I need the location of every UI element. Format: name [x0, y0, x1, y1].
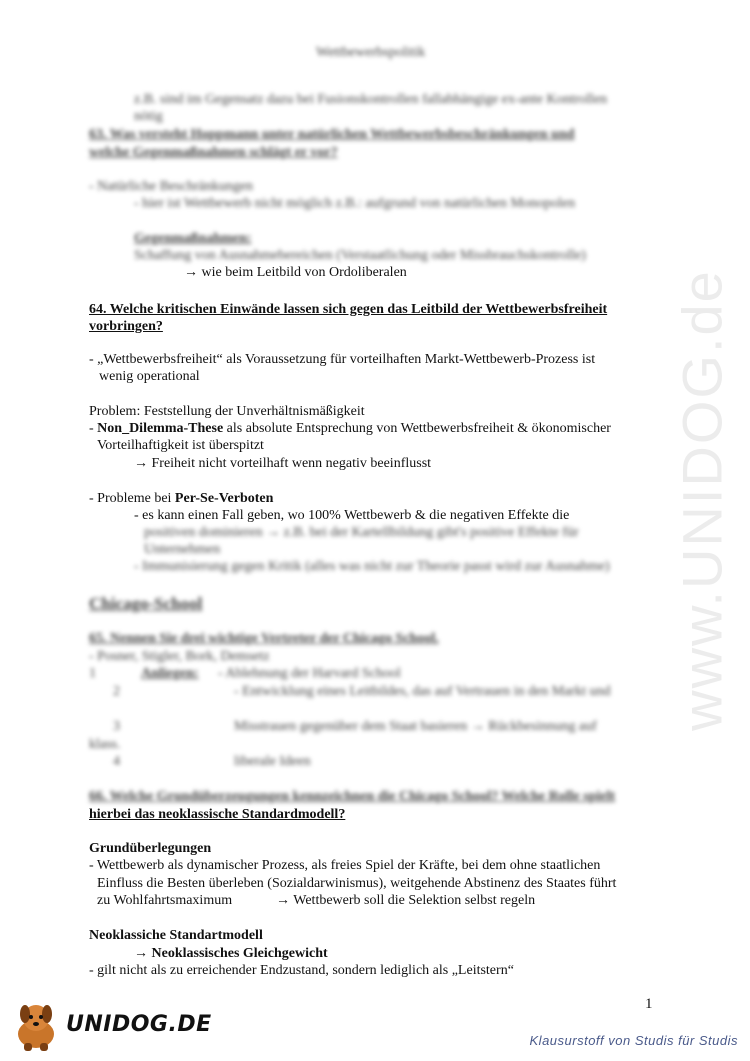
text-line: - Posner, Stigler, Bork, Demsetz [89, 649, 270, 664]
subheading-standardmodell: Neoklassiche Standartmodell [89, 928, 263, 943]
text-line: Einfluss die Besten überleben (Sozialdarwinismus), weitgehende Abstinenz des Staates führt [97, 876, 617, 891]
text-line: - „Wettbewerbsfreiheit“ als Voraussetzung für vorteilhaften Markt-Wettbewerb-Prozess ist [89, 352, 596, 367]
text-line: → Wettbewerb soll die Selektion selbst regeln [276, 893, 536, 908]
footer-tagline: Klausurstoff von Studis für Studis [529, 1033, 738, 1048]
text-line: nötig [134, 109, 163, 124]
text-line: klass. [89, 737, 121, 752]
page-header-title: Wettbewerbspolitik [316, 45, 426, 60]
dog-icon [6, 996, 66, 1056]
term-non-dilemma: Non_Dilemma-These [97, 421, 224, 436]
text-line: zu Wohlfahrtsmaximum [97, 893, 233, 908]
watermark: www.UNIDOG.de [670, 269, 734, 731]
text-line: Gegenmaßnahmen: [134, 231, 252, 246]
section-heading-chicago-school: Chicago-School [89, 594, 203, 613]
question-66-cont: hierbei das neoklassische Standardmodell? [89, 807, 346, 822]
text-line: - Natürliche Beschränkungen [89, 179, 254, 194]
question-64: 64. Welche kritischen Einwände lassen sich gegen das Leitbild der Wettbewerbsfreiheit [89, 302, 608, 317]
text-line: wenig operational [99, 369, 200, 384]
text-line: → Freiheit nicht vorteilhaft wenn negativ beeinflusst [134, 456, 432, 471]
text-line: → wie beim Leitbild von Ordoliberalen [184, 265, 407, 280]
text-line: z.B. sind im Gegensatz dazu bei Fusionskontrollen fallabhängige ex-ante Kontrollen [134, 92, 608, 107]
text-line: Vorteilhaftigkeit ist überspitzt [97, 438, 264, 453]
text-line: Problem: Feststellung der Unverhältnismäßigkeit [89, 404, 365, 419]
list-number: 2 [113, 684, 120, 699]
list-number: 1 [89, 666, 96, 681]
question-64-cont: vorbringen? [89, 319, 163, 334]
text-line: - gilt nicht als zu erreichender Endzustand, sondern lediglich als „Leitstern“ [89, 963, 514, 978]
question-65: 65. Nennen Sie drei wichtige Vertreter der Chicago School. [89, 631, 439, 646]
question-63-cont: welche Gegenmaßnahmen schlägt er vor? [89, 145, 338, 160]
text-line: Unternehmen [144, 542, 221, 557]
text-line: - es kann einen Fall geben, wo 100% Wettbewerb & die negativen Effekte die [134, 508, 570, 523]
text-line: positiven dominieren → z.B. bei der Kartellbildung gibt's positive Effekte für [144, 525, 579, 540]
unidog-logo [6, 996, 212, 1056]
text-line: - Entwicklung eines Leitbildes, das auf Vertrauen in den Markt und [234, 684, 611, 699]
text-line: - Ablehnung der Harvard School [218, 666, 401, 681]
question-63: 63. Was versteht Hoppmann unter natürlichen Wettbewerbsbeschränkungen und [89, 127, 575, 142]
list-number: 4 [113, 754, 120, 769]
text-line: Anliegen: [141, 666, 199, 681]
question-66: 66. Welche Grundüberzeugungen kennzeichnen die Chicago School? Welche Rolle spielt [89, 789, 616, 804]
text-line: - Wettbewerb als dynamischer Prozess, als freies Spiel der Kräfte, bei dem ohne staatlichen [89, 858, 601, 873]
text-line: → Neoklassisches Gleichgewicht [134, 946, 328, 961]
text-line: liberale Ideen [234, 754, 311, 769]
text-line: - hier ist Wettbewerb nicht möglich z.B.: aufgrund von natürlichen Monopolen [134, 196, 576, 211]
subheading-grundueberlegungen: Grundüberlegungen [89, 841, 212, 856]
page-number: 1 [645, 996, 653, 1012]
logo-text: UNIDOG.DE [66, 1012, 212, 1037]
list-number: 3 [113, 719, 120, 734]
term-per-se-verbote: Per-Se-Verboten [174, 491, 274, 506]
text-line: - Non_Dilemma-These als absolute Entsprechung von Wettbewerbsfreiheit & ökonomischer [89, 421, 611, 436]
text-line: Schaffung von Ausnahmebereichen (Verstaatlichung oder Missbrauchskontrolle) [134, 248, 586, 263]
text-line: - Probleme bei Per-Se-Verboten [89, 491, 274, 506]
text-line: Misstrauen gegenüber dem Staat basieren → Rückbesinnung auf [234, 719, 597, 734]
text-line: - Immunisierung gegen Kritik (alles was nicht zur Theorie passt wird zur Ausnahme) [134, 559, 610, 574]
